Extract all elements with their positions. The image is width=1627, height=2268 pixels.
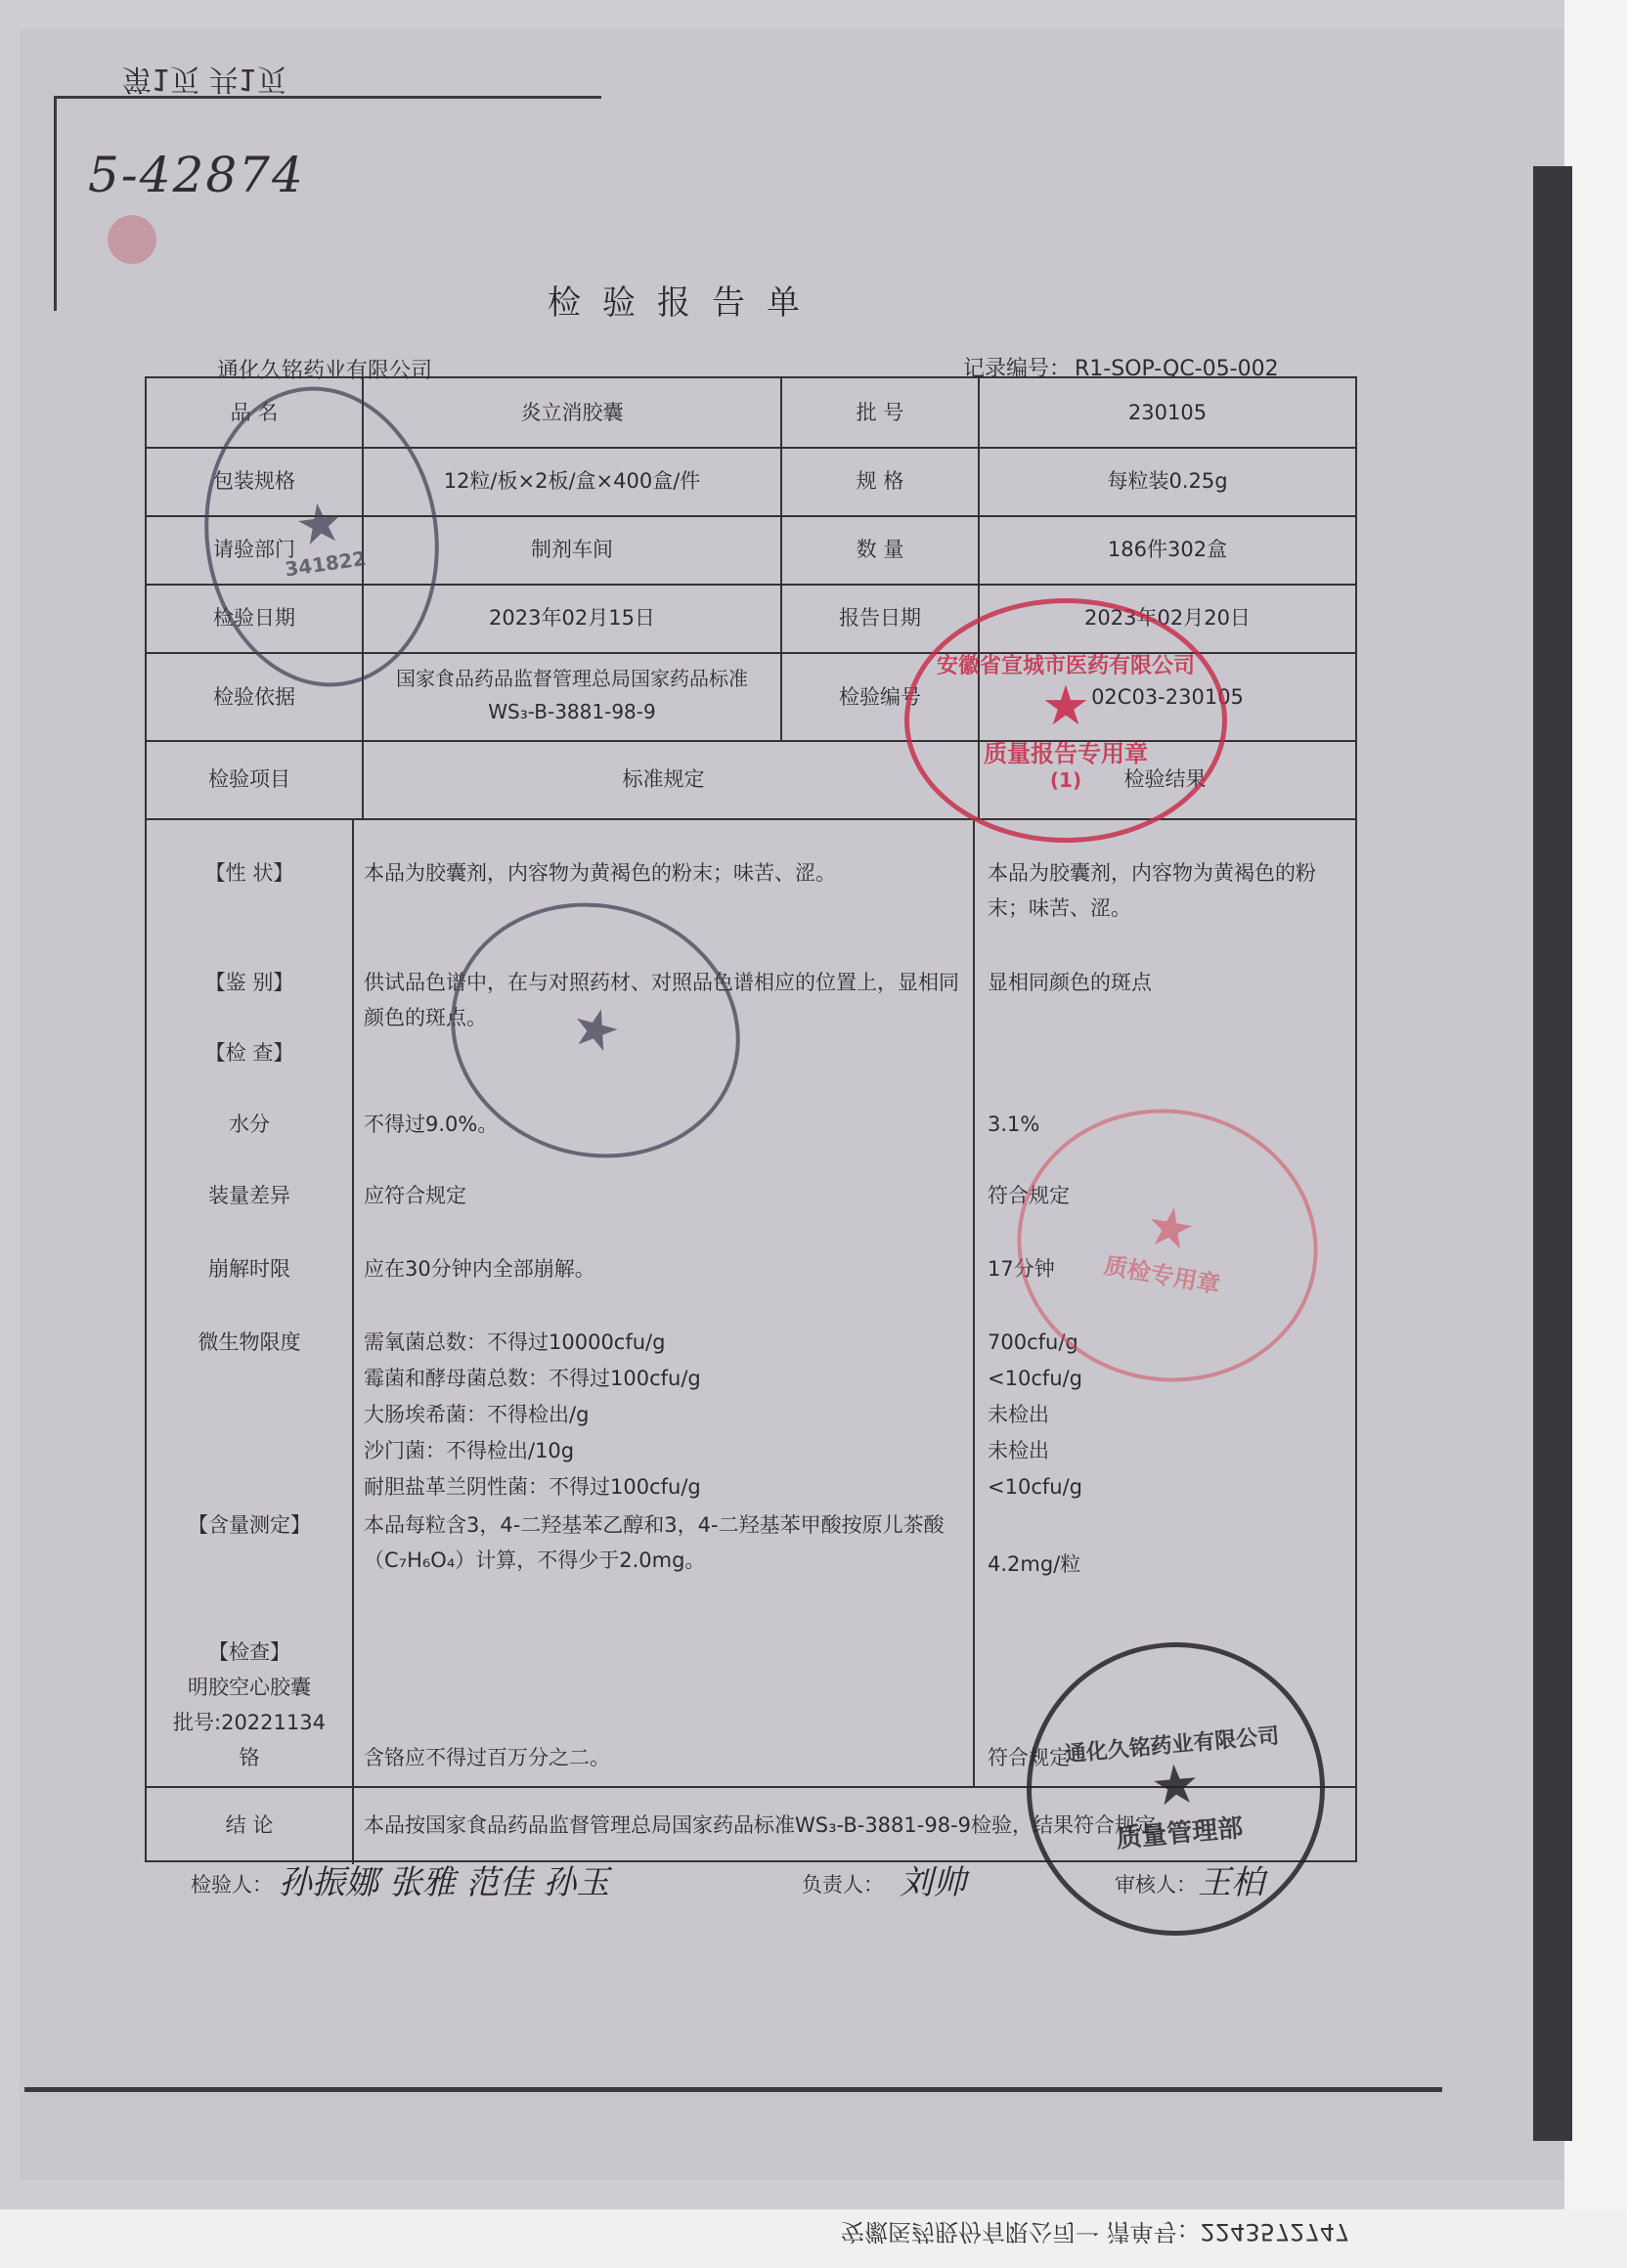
- inspect-date-label: 检验日期: [213, 606, 295, 630]
- inspector-label: 检验人：: [191, 1873, 273, 1897]
- ink-smudge: [108, 215, 156, 264]
- row-standard: 本品为胶囊剂，内容物为黄褐色的粉末；味苦、涩。: [364, 861, 836, 885]
- spec-label: 规 格: [856, 469, 904, 493]
- record-value: R1-SOP-QC-05-002: [1075, 357, 1279, 381]
- qty-value: 186件302盒: [1107, 538, 1228, 561]
- capsule-name: 明胶空心胶囊: [188, 1676, 311, 1699]
- row-result: 符合规定: [988, 1184, 1070, 1207]
- table-vline: [973, 818, 975, 1786]
- row-standard: 本品每粒含3，4-二羟基苯乙醇和3，4-二羟基苯甲酸按原儿茶酸（C₇H₆O₄）计算，不得少于2.0mg。: [364, 1513, 945, 1572]
- table-hline: [147, 818, 1355, 820]
- page-note: 第1页 共1页: [122, 62, 286, 96]
- company-name: 通化久铭药业有限公司: [217, 359, 433, 383]
- row-standard: 霉菌和酵母菌总数：不得过100cfu/g: [364, 1367, 701, 1390]
- row-result: 未检出: [988, 1439, 1049, 1462]
- scan-margin-right: [1564, 0, 1627, 2268]
- responsible-label: 负责人：: [802, 1873, 884, 1897]
- scan-edge-line: [54, 96, 57, 311]
- row-item: 微生物限度: [198, 1330, 301, 1354]
- row-result: 3.1%: [988, 1112, 1040, 1136]
- red-seal-purpose: 质量报告专用章: [983, 740, 1148, 767]
- row-item: 装量差异: [208, 1184, 290, 1207]
- report-date-label: 报告日期: [839, 606, 921, 630]
- reviewer-signature: 王柏: [1198, 1863, 1264, 1902]
- row-standard: 需氧菌总数：不得过10000cfu/g: [364, 1330, 666, 1354]
- row-item: 【含量测定】: [188, 1513, 311, 1537]
- capsule-standard: 含铬应不得过百万分之二。: [364, 1746, 610, 1769]
- row-result: 700cfu/g: [988, 1330, 1078, 1354]
- row-standard: 耐胆盐革兰阴性菌：不得过100cfu/g: [364, 1475, 701, 1499]
- inspect-no-label: 检验编号: [839, 685, 921, 709]
- product-value: 炎立消胶囊: [520, 401, 624, 424]
- conclusion-value: 本品按国家食品药品监督管理总局国家药品标准WS₃-B-3881-98-9检验，结果符合规定。: [364, 1813, 1177, 1837]
- qty-label: 数 量: [856, 538, 904, 561]
- scan-edge-line: [24, 2087, 1442, 2092]
- grey-seal-number: 341822: [283, 546, 368, 582]
- spec-value: 每粒装0.25g: [1107, 469, 1228, 493]
- red-quality-seal: [904, 598, 1227, 843]
- dept-label: 请验部门: [213, 538, 295, 561]
- dark-seal-company: 通化久铭药业有限公司: [1063, 1723, 1281, 1767]
- row-item: 【鉴 别】: [204, 971, 294, 994]
- star-icon: ★: [1040, 675, 1091, 738]
- inspector-signatures: 孙振娜 张雅 范佳 孙玉: [279, 1863, 610, 1902]
- dept-value: 制剂车间: [531, 538, 613, 561]
- column-header-standard: 标准规定: [622, 767, 705, 791]
- capsule-check-label: 【检查】: [208, 1640, 290, 1664]
- star-icon: ★: [563, 992, 628, 1068]
- batch-label: 批 号: [856, 401, 904, 424]
- row-standard: 应在30分钟内全部崩解。: [364, 1257, 595, 1281]
- package-label: 包装规格: [213, 469, 295, 493]
- row-standard: 大肠埃希菌：不得检出/g: [364, 1403, 590, 1426]
- report-date-value: 2023年02月20日: [1084, 606, 1251, 630]
- responsible-signature: 刘帅: [900, 1863, 966, 1902]
- column-header-result: 检验结果: [1123, 767, 1207, 791]
- mirrored-footer-text: 安徽医药股份有限公司一 清单号：2243572747: [841, 2218, 1350, 2246]
- star-icon: ★: [1140, 1192, 1201, 1264]
- row-item: 【检 查】: [204, 1041, 294, 1065]
- row-result: <10cfu/g: [988, 1367, 1082, 1390]
- row-standard: 沙门菌：不得检出/10g: [364, 1439, 575, 1462]
- capsule-element: 铬: [239, 1746, 260, 1769]
- row-result: 未检出: [988, 1403, 1049, 1426]
- row-result: <10cfu/g: [988, 1475, 1082, 1499]
- capsule-result: 符合规定: [988, 1746, 1070, 1769]
- row-item: 水分: [229, 1112, 270, 1136]
- batch-value: 230105: [1127, 401, 1208, 424]
- product-label: 品 名: [230, 401, 279, 424]
- column-header-item: 检验项目: [208, 767, 290, 791]
- red-seal-number: (1): [1049, 768, 1082, 792]
- conclusion-label: 结 论: [225, 1813, 274, 1837]
- red-faint-seal-purpose: 质检专用章: [1102, 1250, 1223, 1299]
- row-standard: 应符合规定: [364, 1184, 466, 1207]
- star-icon: ★: [1148, 1751, 1204, 1820]
- red-seal-company: 安徽省宣城市医药有限公司: [936, 654, 1195, 678]
- scan-shadow-edge: [1533, 166, 1572, 2141]
- table-vline: [352, 818, 354, 1864]
- package-value: 12粒/板×2板/盒×400盒/件: [443, 469, 701, 493]
- basis-label: 检验依据: [213, 685, 295, 709]
- row-result: 显相同颜色的斑点: [988, 971, 1152, 994]
- handwritten-number: 5-42874: [88, 147, 305, 203]
- dark-seal-department: 质量管理部: [1115, 1813, 1245, 1854]
- row-result: 17分钟: [988, 1257, 1055, 1281]
- inspect-no-value: 02C03-230105: [1091, 685, 1244, 709]
- reviewer-label: 审核人：: [1115, 1873, 1197, 1897]
- row-result: 本品为胶囊剂，内容物为黄褐色的粉末；味苦、涩。: [988, 861, 1316, 920]
- row-standard: 不得过9.0%。: [364, 1112, 499, 1136]
- document-title: 检验报告单: [548, 284, 821, 323]
- capsule-batch: 批号:20221134: [173, 1711, 326, 1734]
- inspect-date-value: 2023年02月15日: [489, 606, 655, 630]
- row-standard: 供试品色谱中，在与对照药材、对照品色谱相应的位置上，显相同颜色的斑点。: [364, 971, 959, 1029]
- row-result: 4.2mg/粒: [988, 1552, 1081, 1576]
- record-label: 记录编号：: [963, 357, 1072, 381]
- basis-value: 国家食品药品监督管理总局国家药品标准WS₃-B-3881-98-9: [396, 667, 748, 723]
- scan-margin-bottom: [0, 2209, 1627, 2268]
- row-item: 【性 状】: [204, 861, 294, 885]
- star-icon: ★: [290, 489, 349, 560]
- row-item: 崩解时限: [208, 1257, 290, 1281]
